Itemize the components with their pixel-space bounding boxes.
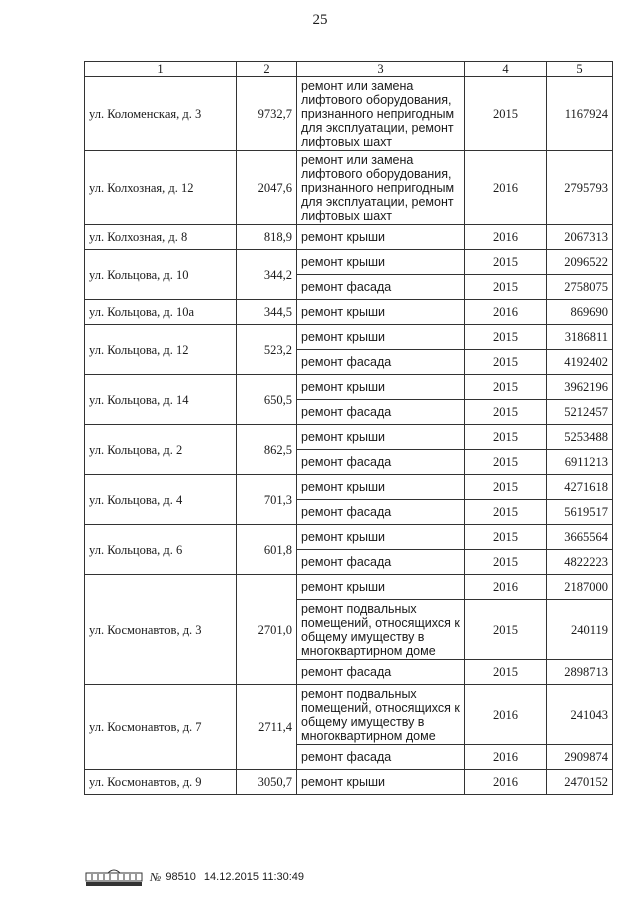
header-cell: 3 — [297, 62, 465, 77]
address-cell: ул. Коломенская, д. 3 — [85, 77, 237, 151]
address-cell: ул. Космонавтов, д. 3 — [85, 575, 237, 685]
cost-cell: 2795793 — [547, 151, 613, 225]
table-row — [85, 475, 613, 500]
year-cell: 2016 — [465, 745, 547, 770]
year-cell: 2015 — [465, 450, 547, 475]
table-row — [85, 685, 613, 745]
address-cell: ул. Кольцова, д. 14 — [85, 375, 237, 425]
cost-cell: 3665564 — [547, 525, 613, 550]
work-cell: ремонт или замена лифтового оборудования, признанного непригодным для эксплуатации, ремонт лифтовых шахт — [297, 77, 465, 151]
table-row — [85, 375, 613, 400]
work-cell: ремонт подвальных помещений, относящихся к общему имуществу в многоквартирном доме — [297, 685, 465, 745]
cost-cell: 2470152 — [547, 770, 613, 795]
table-row — [85, 425, 613, 450]
address-cell: ул. Космонавтов, д. 7 — [85, 685, 237, 770]
cost-cell: 240119 — [547, 600, 613, 660]
year-cell: 2015 — [465, 475, 547, 500]
cost-cell: 2909874 — [547, 745, 613, 770]
year-cell: 2016 — [465, 575, 547, 600]
work-cell: ремонт крыши — [297, 525, 465, 550]
year-cell: 2016 — [465, 225, 547, 250]
cost-cell: 5212457 — [547, 400, 613, 425]
table-header-row — [85, 62, 613, 77]
area-cell: 650,5 — [237, 375, 297, 425]
area-cell: 3050,7 — [237, 770, 297, 795]
header-cell: 1 — [85, 62, 237, 77]
year-cell: 2015 — [465, 660, 547, 685]
cost-cell: 4192402 — [547, 350, 613, 375]
year-cell: 2015 — [465, 275, 547, 300]
area-cell: 2701,0 — [237, 575, 297, 685]
address-cell: ул. Кольцова, д. 6 — [85, 525, 237, 575]
page-number: 25 — [312, 12, 328, 28]
year-cell: 2015 — [465, 375, 547, 400]
cost-cell: 2096522 — [547, 250, 613, 275]
work-cell: ремонт фасада — [297, 450, 465, 475]
address-cell: ул. Кольцова, д. 2 — [85, 425, 237, 475]
work-cell: ремонт или замена лифтового оборудования, признанного непригодным для эксплуатации, ремонт лифтовых шахт — [297, 151, 465, 225]
year-cell: 2016 — [465, 770, 547, 795]
cost-cell: 4822223 — [547, 550, 613, 575]
repair-table — [84, 61, 613, 795]
year-cell: 2015 — [465, 525, 547, 550]
work-cell: ремонт крыши — [297, 770, 465, 795]
work-cell: ремонт фасада — [297, 350, 465, 375]
year-cell: 2015 — [465, 500, 547, 525]
cost-cell: 2187000 — [547, 575, 613, 600]
work-cell: ремонт подвальных помещений, относящихся к общему имуществу в многоквартирном доме — [297, 600, 465, 660]
year-cell: 2016 — [465, 300, 547, 325]
cost-cell: 3186811 — [547, 325, 613, 350]
cost-cell: 5253488 — [547, 425, 613, 450]
header-cell: 5 — [547, 62, 613, 77]
area-cell: 701,3 — [237, 475, 297, 525]
cost-cell: 6911213 — [547, 450, 613, 475]
table-row — [85, 225, 613, 250]
work-cell: ремонт фасада — [297, 745, 465, 770]
table-row — [85, 770, 613, 795]
year-cell: 2015 — [465, 600, 547, 660]
area-cell: 344,5 — [237, 300, 297, 325]
year-cell: 2016 — [465, 151, 547, 225]
area-cell: 818,9 — [237, 225, 297, 250]
cost-cell: 2067313 — [547, 225, 613, 250]
work-cell: ремонт фасада — [297, 400, 465, 425]
address-cell: ул. Колхозная, д. 12 — [85, 151, 237, 225]
address-cell: ул. Кольцова, д. 10а — [85, 300, 237, 325]
work-cell: ремонт фасада — [297, 660, 465, 685]
cost-cell: 4271618 — [547, 475, 613, 500]
table-row — [85, 250, 613, 275]
cost-cell: 2758075 — [547, 275, 613, 300]
work-cell: ремонт крыши — [297, 575, 465, 600]
address-cell: ул. Кольцова, д. 4 — [85, 475, 237, 525]
work-cell: ремонт крыши — [297, 225, 465, 250]
emblem-logo-icon — [84, 867, 144, 887]
address-cell: ул. Кольцова, д. 10 — [85, 250, 237, 300]
document-footer — [84, 866, 304, 888]
work-cell: ремонт крыши — [297, 475, 465, 500]
address-cell: ул. Колхозная, д. 8 — [85, 225, 237, 250]
area-cell: 9732,7 — [237, 77, 297, 151]
document-datetime: 14.12.2015 11:30:49 — [203, 871, 305, 883]
work-cell: ремонт крыши — [297, 425, 465, 450]
work-cell: ремонт крыши — [297, 300, 465, 325]
table-row — [85, 325, 613, 350]
table-row — [85, 77, 613, 151]
work-cell: ремонт крыши — [297, 250, 465, 275]
area-cell: 2047,6 — [237, 151, 297, 225]
year-cell: 2015 — [465, 77, 547, 151]
header-cell: 2 — [237, 62, 297, 77]
address-cell: ул. Кольцова, д. 12 — [85, 325, 237, 375]
address-cell: ул. Космонавтов, д. 9 — [85, 770, 237, 795]
header-cell: 4 — [465, 62, 547, 77]
cost-cell: 241043 — [547, 685, 613, 745]
area-cell: 2711,4 — [237, 685, 297, 770]
work-cell: ремонт крыши — [297, 375, 465, 400]
table-row — [85, 300, 613, 325]
year-cell: 2015 — [465, 550, 547, 575]
number-mark: № — [150, 869, 162, 884]
work-cell: ремонт фасада — [297, 500, 465, 525]
work-cell: ремонт фасада — [297, 550, 465, 575]
cost-cell: 1167924 — [547, 77, 613, 151]
area-cell: 601,8 — [237, 525, 297, 575]
cost-cell: 5619517 — [547, 500, 613, 525]
work-cell: ремонт фасада — [297, 275, 465, 300]
year-cell: 2015 — [465, 325, 547, 350]
area-cell: 523,2 — [237, 325, 297, 375]
table-row — [85, 575, 613, 600]
work-cell: ремонт крыши — [297, 325, 465, 350]
year-cell: 2015 — [465, 350, 547, 375]
cost-cell: 2898713 — [547, 660, 613, 685]
cost-cell: 869690 — [547, 300, 613, 325]
year-cell: 2015 — [465, 425, 547, 450]
year-cell: 2015 — [465, 250, 547, 275]
cost-cell: 3962196 — [547, 375, 613, 400]
year-cell: 2015 — [465, 400, 547, 425]
year-cell: 2016 — [465, 685, 547, 745]
table-row — [85, 151, 613, 225]
table-row — [85, 525, 613, 550]
document-number: 98510 — [165, 871, 196, 883]
area-cell: 862,5 — [237, 425, 297, 475]
area-cell: 344,2 — [237, 250, 297, 300]
